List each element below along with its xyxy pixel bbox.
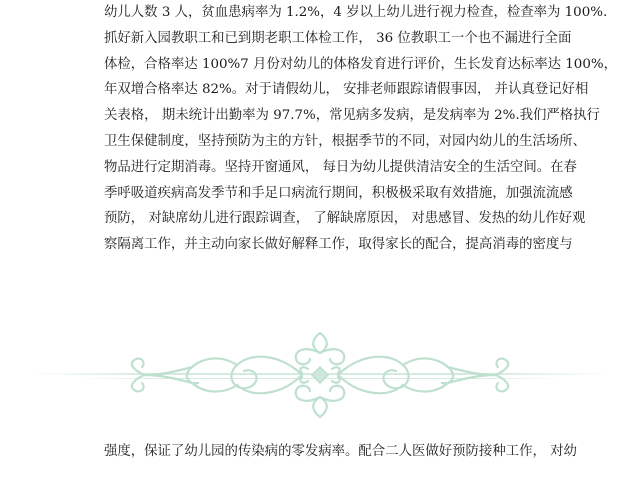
paragraph-line: 察隔离工作，并主动向家长做好解释工作，取得家长的配合，提高消毒的密度与 <box>104 237 573 253</box>
paragraph-line: 年双增合格率达 82%。对于请假幼儿， 安排老师跟踪请假事因， 并认真登记好相 <box>104 82 589 98</box>
paragraph-line: 卫生保健制度，坚持预防为主的方针，根据季节的不同，对园内幼儿的生活场所、 <box>104 133 587 149</box>
continuation-line: 强度，保证了幼儿园的传染病的零发病率。配合二人医做好预防接种工作， 对幼 <box>104 444 577 459</box>
scroll-flourish-divider-icon <box>32 325 608 425</box>
paragraph-line: 物品进行定期消毒。坚持开窗通风， 每日为幼儿提供清洁安全的生活空间。在春 <box>104 159 577 175</box>
paragraph-line: 抓好新入园教职工和已到期老职工体检工作， 36 位教职工一个也不漏进行全面 <box>104 30 572 46</box>
paragraph-line: 幼儿人数 3 人，贫血患病率为 1.2%，4 岁以上幼儿进行视力检查，检查率为 100%. <box>104 5 608 20</box>
paragraph-line: 体检，合格率达 100%7 月份对幼儿的体格发育进行评价，生长发育达标率达 100%， <box>104 56 617 72</box>
paragraph-line: 关表格， 期未统计出勤率为 97.7%，常见病多发病，是发病率为 2%.我们严格执行 <box>104 108 600 124</box>
paragraph <box>104 0 617 258</box>
paragraph-line: 预防， 对缺席幼儿进行跟踪调查， 了解缺席原因， 对患感冒、发热的幼儿作好观 <box>104 211 586 227</box>
paragraph-line: 季呼吸道疾病高发季节和手足口病流行期间，积极极采取有效措施，加强流流感 <box>104 185 573 201</box>
